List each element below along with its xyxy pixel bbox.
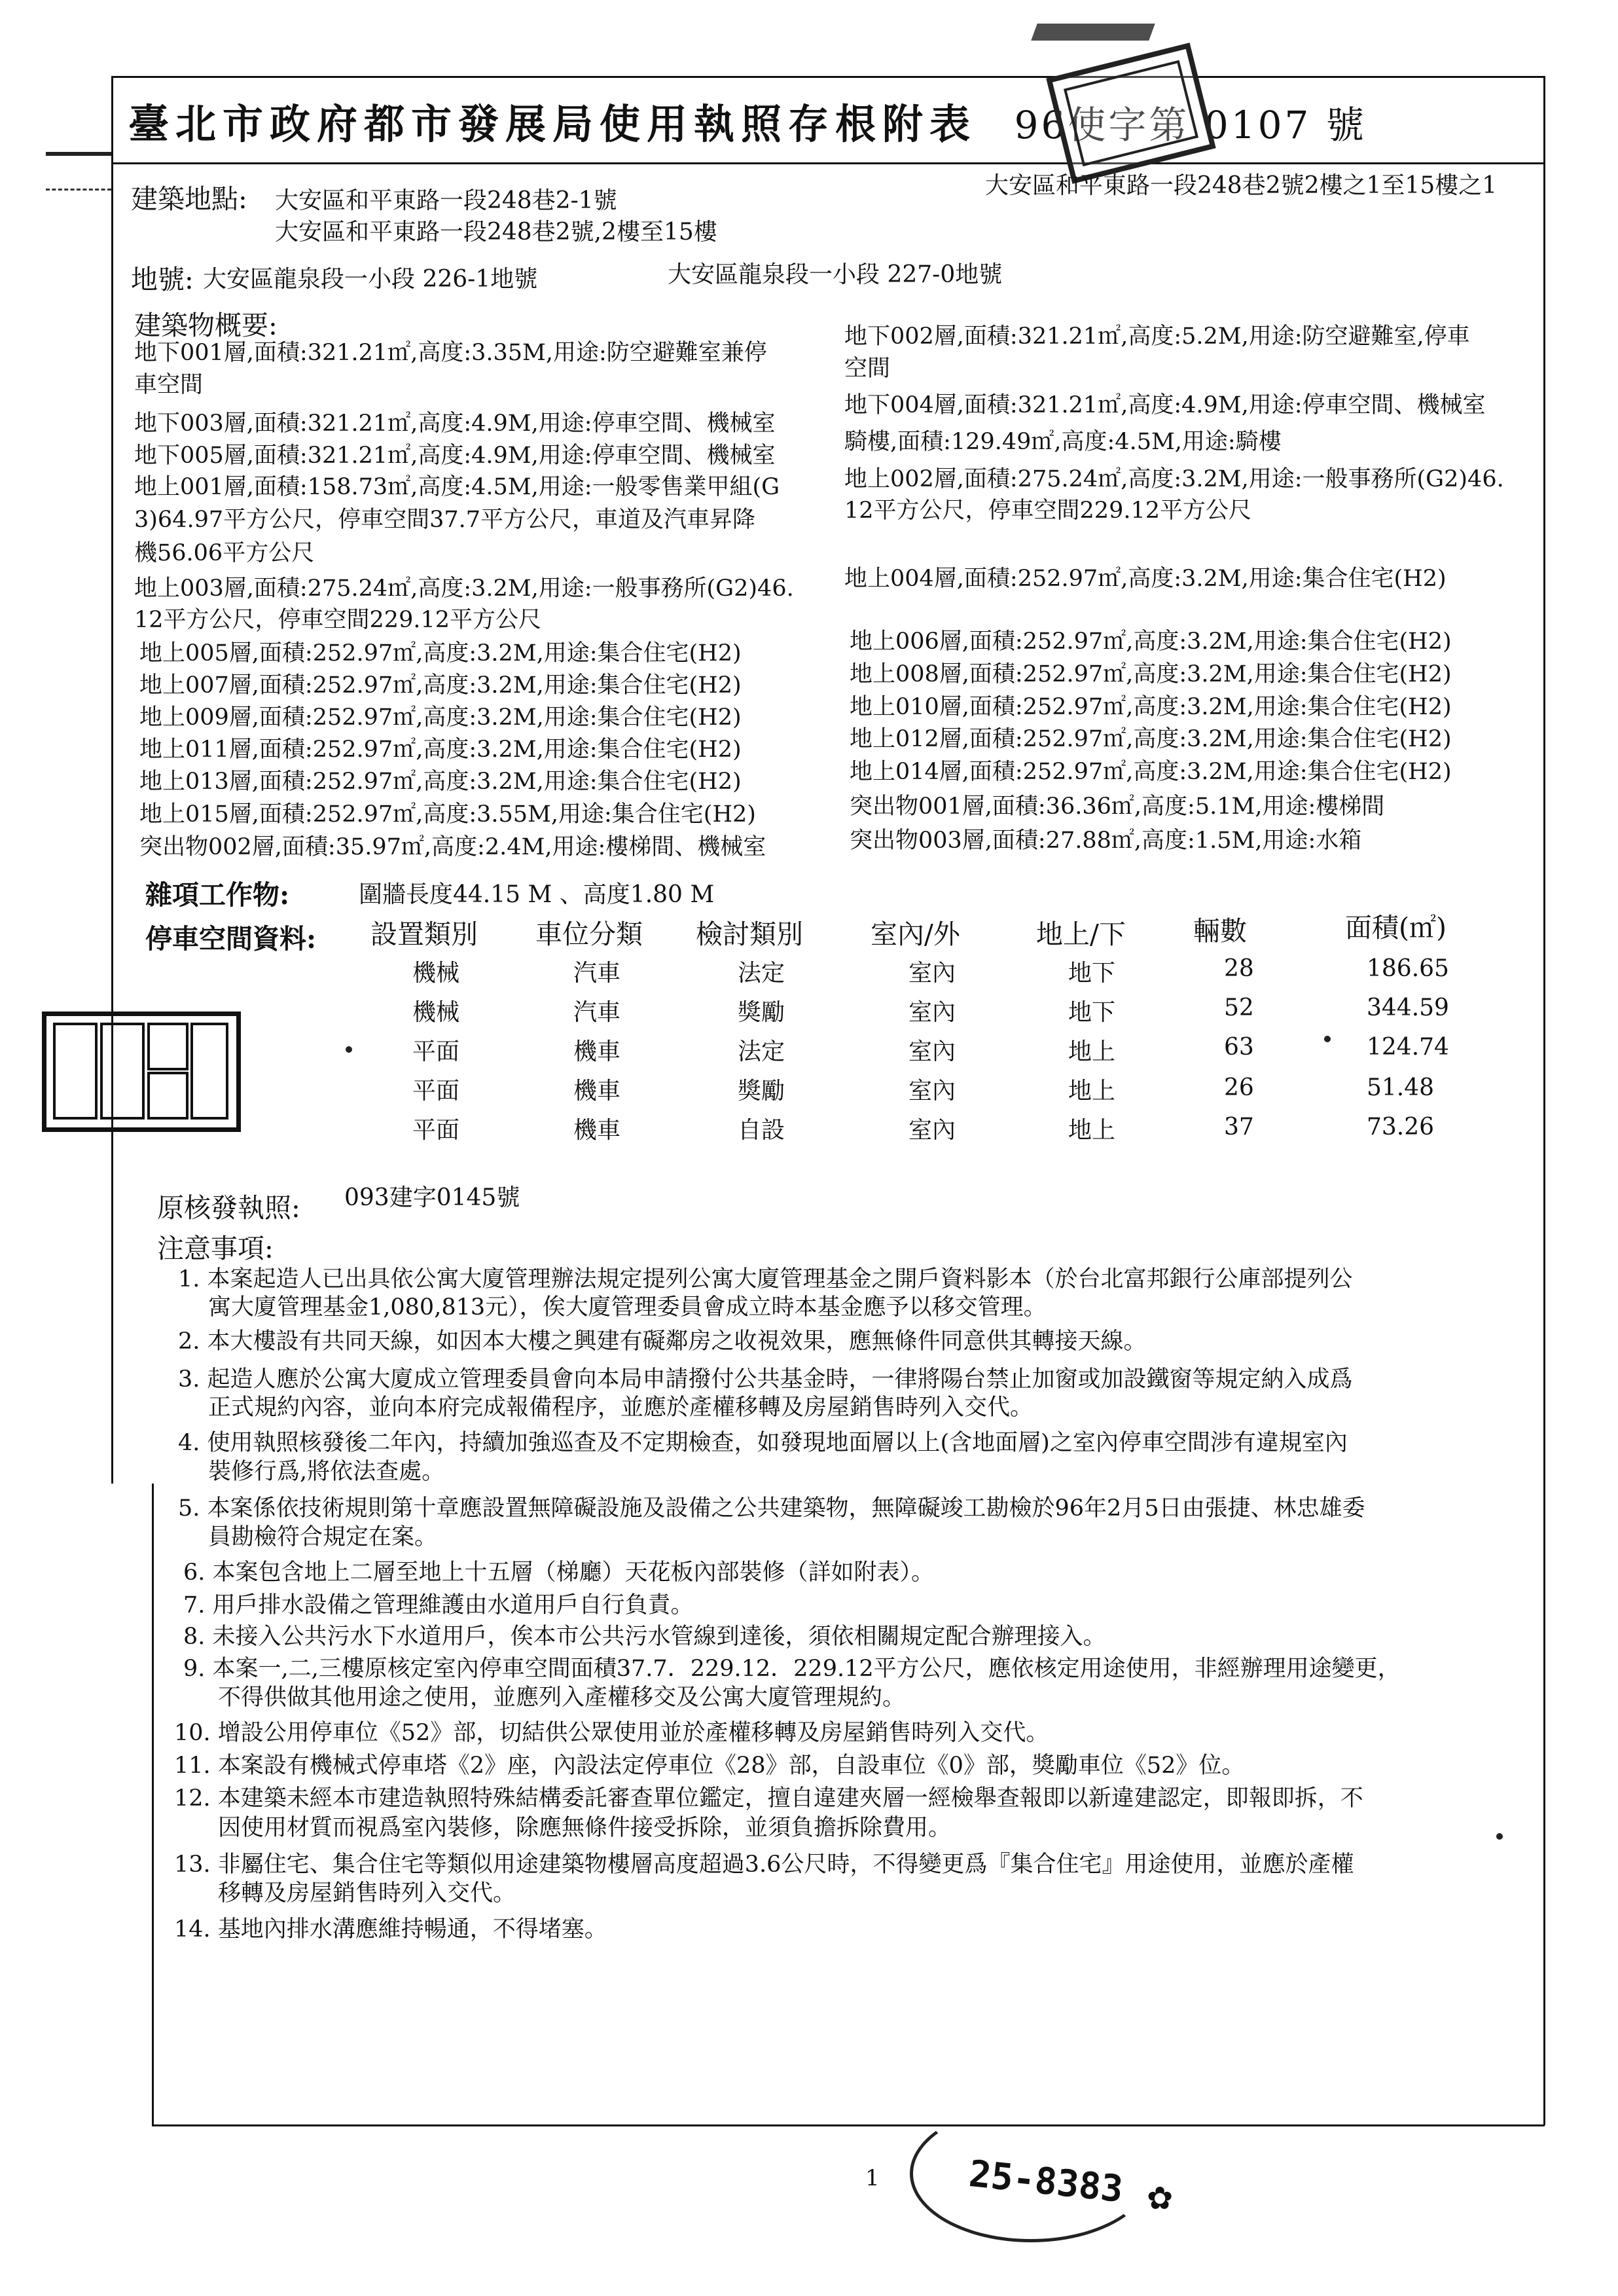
overview-right-line: 突出物003層,面積:27.88㎡,高度:1.5M,用途:水箱	[850, 828, 1362, 854]
square-seal-stamp	[42, 1011, 241, 1132]
overview-right-line: 地上002層,面積:275.24㎡,高度:3.2M,用途:一般事務所(G2)46.	[844, 466, 1504, 492]
cell-type: 機械	[412, 960, 460, 987]
parking-header-cell: 輛數	[1193, 915, 1247, 947]
overview-left-line: 地上013層,面積:252.97㎡,高度:3.2M,用途:集合住宅(H2)	[139, 769, 742, 795]
cell-level: 地下	[1068, 999, 1116, 1026]
overview-left-line: 地上001層,面積:158.73㎡,高度:4.5M,用途:一般零售業甲組(G	[134, 474, 780, 500]
address-line-2: 大安區和平東路一段248巷2號,2樓至15樓	[275, 219, 717, 246]
parking-header-cell: 車位分類	[535, 919, 643, 950]
cell-vehicle: 汽車	[573, 960, 621, 987]
overview-right-line: 12平方公尺，停車空間229.12平方公尺	[844, 498, 1252, 524]
cell-level: 地下	[1068, 960, 1116, 987]
license-number: 96使字第 0107 號	[1014, 103, 1367, 147]
note-line: 因使用材質而視爲室內裝修，除應無條件接受拆除，並須負擔拆除費用。	[218, 1815, 952, 1841]
original-license-value: 093建字0145號	[344, 1184, 520, 1211]
cell-review: 法定	[738, 1038, 785, 1065]
rosette-icon: ✿	[1147, 2180, 1174, 2217]
overview-left-line: 機56.06平方公尺	[134, 540, 315, 566]
cell-type: 平面	[412, 1117, 460, 1144]
note-line: 裝修行爲,將依法查處。	[208, 1459, 445, 1485]
original-license-label: 原核發執照:	[157, 1192, 300, 1224]
ink-dot	[346, 1046, 352, 1053]
overview-right-line: 地下002層,面積:321.21㎡,高度:5.2M,用途:防空避難室,停車	[844, 323, 1470, 350]
note-line: 7. 用戶排水設備之管理維護由水道用戶自行負責。	[183, 1592, 694, 1618]
parking-header-cell: 地上/下	[1036, 919, 1126, 950]
parking-header-cell: 面積(㎡)	[1345, 912, 1447, 943]
cell-area: 344.59	[1367, 994, 1449, 1021]
overview-left-line: 地下001層,面積:321.21㎡,高度:3.35M,用途:防空避難室兼停	[134, 340, 767, 366]
parking-header-cell: 檢討類別	[696, 919, 803, 950]
cell-type: 平面	[412, 1078, 460, 1104]
note-line: 不得供做其他用途之使用，並應列入產權移交及公寓大廈管理規約。	[218, 1685, 906, 1711]
cell-count: 26	[1224, 1074, 1254, 1101]
lot-right: 大安區龍泉段一小段 227-0地號	[668, 261, 1003, 288]
misc-value: 圍牆長度44.15 M 、高度1.80 M	[359, 881, 715, 908]
cell-indoor: 室內	[908, 960, 956, 987]
note-line: 移轉及房屋銷售時列入交代。	[218, 1880, 516, 1906]
lot-label: 地號:	[131, 264, 194, 295]
overview-left-line: 突出物002層,面積:35.97㎡,高度:2.4M,用途:樓梯間、機械室	[139, 834, 766, 860]
note-line: 12. 本建築未經本市建造執照特殊結構委託審查單位鑑定，擅自違建夾層一經檢舉查報即以新違建認定，即報即拆，不	[174, 1785, 1363, 1812]
overview-left-line: 地上011層,面積:252.97㎡,高度:3.2M,用途:集合住宅(H2)	[139, 737, 742, 763]
cell-level: 地上	[1068, 1117, 1116, 1144]
overview-label: 建築物概要:	[134, 310, 278, 341]
address-line-1: 大安區和平東路一段248巷2-1號	[275, 187, 617, 214]
misc-label: 雜項工作物:	[145, 879, 290, 911]
parking-label: 停車空間資料:	[145, 923, 317, 955]
frame-header-rule	[111, 162, 1545, 164]
overview-right-line: 地上010層,面積:252.97㎡,高度:3.2M,用途:集合住宅(H2)	[850, 694, 1452, 720]
note-line: 4. 使用執照核發後二年內，持續加強巡查及不定期檢查，如發現地面層以上(含地面層)之室內停車空間涉有違規室內	[178, 1430, 1348, 1456]
overview-right-line: 地下004層,面積:321.21㎡,高度:4.9M,用途:停車空間、機械室	[844, 392, 1486, 418]
cell-review: 獎勵	[738, 999, 785, 1026]
overview-left-line: 3)64.97平方公尺，停車空間37.7平方公尺，車道及汽車昇降	[134, 507, 756, 533]
ink-dot	[1324, 1036, 1331, 1042]
note-line: 1. 本案起造人已出具依公寓大廈管理辦法規定提列公寓大廈管理基金之開戶資料影本（於台北富邦銀行公庫部提列公	[178, 1266, 1353, 1292]
cell-type: 平面	[412, 1038, 460, 1065]
cell-vehicle: 機車	[573, 1078, 621, 1104]
note-line: 員勘檢符合規定在案。	[208, 1524, 438, 1550]
frame-top-rule	[111, 76, 1545, 78]
cell-count: 28	[1224, 955, 1254, 982]
cell-area: 73.26	[1367, 1114, 1435, 1140]
page-number: 1	[865, 2165, 880, 2191]
cell-area: 186.65	[1367, 955, 1449, 982]
note-line: 寓大廈管理基金1,080,813元），俟大廈管理委員會成立時本基金應予以移交管理。	[208, 1294, 1047, 1321]
ink-dot	[1496, 1833, 1503, 1840]
note-line: 2. 本大樓設有共同天線，如因本大樓之興建有礙鄰房之收視效果，應無條件同意供其轉接天線。	[178, 1328, 1147, 1355]
parking-header-cell: 設置類別	[370, 919, 478, 950]
cell-vehicle: 機車	[573, 1038, 621, 1065]
parking-header-cell: 室內/外	[871, 919, 960, 950]
note-line: 正式規約內容，並向本府完成報備程序，並應於產權移轉及房屋銷售時列入交代。	[208, 1394, 1034, 1421]
cell-indoor: 室內	[908, 1078, 956, 1104]
stamp-number: 25-8383	[967, 2152, 1125, 2212]
cell-review: 自設	[738, 1117, 785, 1144]
overview-right-line: 突出物001層,面積:36.36㎡,高度:5.1M,用途:樓梯間	[850, 793, 1385, 820]
frame-right-rule	[1543, 76, 1545, 2125]
overview-left-line: 地上009層,面積:252.97㎡,高度:3.2M,用途:集合住宅(H2)	[139, 704, 742, 731]
note-line: 9. 本案一,二,三樓原核定室內停車空間面積37.7．229.12．229.12平方公尺，應依核定用途使用，非經辦理用途變更，	[183, 1656, 1401, 1682]
cell-vehicle: 機車	[573, 1117, 621, 1144]
note-line: 13. 非屬住宅、集合住宅等類似用途建築物樓層高度超過3.6公尺時，不得變更爲『集合住宅』用途使用，並應於產權	[174, 1851, 1354, 1878]
note-line: 6. 本案包含地上二層至地上十五層（梯廳）天花板內部裝修（詳如附表）。	[183, 1559, 935, 1586]
overview-left-line: 車空間	[134, 372, 204, 398]
note-line: 10. 增設公用停車位《52》部，切結供公眾使用並於產權移轉及房屋銷售時列入交代。	[174, 1720, 1049, 1746]
cell-review: 獎勵	[738, 1078, 785, 1104]
frame-left-rule	[111, 76, 113, 1484]
overview-right-line: 地上012層,面積:252.97㎡,高度:3.2M,用途:集合住宅(H2)	[850, 726, 1452, 752]
address-right: 大安區和平東路一段248巷2號2樓之1至15樓之1	[985, 172, 1498, 199]
cell-count: 37	[1224, 1114, 1254, 1140]
overview-left-line: 地上015層,面積:252.97㎡,高度:3.55M,用途:集合住宅(H2)	[139, 801, 756, 828]
note-line: 5. 本案係依技術規則第十章應設置無障礙設施及設備之公共建築物，無障礙竣工勘檢於96年2月5日由張捷、林忠雄委	[178, 1495, 1365, 1522]
overview-right-line: 地上008層,面積:252.97㎡,高度:3.2M,用途:集合住宅(H2)	[850, 661, 1452, 687]
cell-level: 地上	[1068, 1078, 1116, 1104]
overview-left-line: 12平方公尺，停車空間229.12平方公尺	[134, 607, 542, 633]
frame-left-rule-lower	[152, 1484, 154, 2125]
overview-left-line: 地上007層,面積:252.97㎡,高度:3.2M,用途:集合住宅(H2)	[139, 672, 742, 699]
cell-area: 124.74	[1367, 1034, 1449, 1061]
frame-bottom-rule	[152, 2124, 1545, 2126]
overview-right-line: 地上006層,面積:252.97㎡,高度:3.2M,用途:集合住宅(H2)	[850, 629, 1452, 655]
cell-level: 地上	[1068, 1038, 1116, 1065]
cell-indoor: 室內	[908, 1117, 956, 1144]
lot-left: 大安區龍泉段一小段 226-1地號	[203, 266, 538, 293]
note-line: 8. 未接入公共污水下水道用戶，俟本市公共污水管線到達後，須依相關規定配合辦理接入。	[183, 1624, 1106, 1650]
address-label: 建築地點:	[131, 183, 247, 215]
cell-count: 63	[1224, 1034, 1254, 1061]
notes-label: 注意事項:	[157, 1233, 274, 1264]
cell-indoor: 室內	[908, 1038, 956, 1065]
cell-count: 52	[1224, 994, 1254, 1021]
cell-type: 機械	[412, 999, 460, 1026]
overview-left-line: 地下005層,面積:321.21㎡,高度:4.9M,用途:停車空間、機械室	[134, 443, 776, 469]
punch-hole-mark	[46, 152, 111, 191]
cell-area: 51.48	[1367, 1074, 1435, 1101]
overview-left-line: 地下003層,面積:321.21㎡,高度:4.9M,用途:停車空間、機械室	[134, 410, 776, 437]
overview-right-line: 地上004層,面積:252.97㎡,高度:3.2M,用途:集合住宅(H2)	[844, 566, 1447, 592]
overview-right-line: 騎樓,面積:129.49㎡,高度:4.5M,用途:騎樓	[844, 429, 1282, 455]
cell-vehicle: 汽車	[573, 999, 621, 1026]
note-line: 3. 起造人應於公寓大廈成立管理委員會向本局申請撥付公共基金時，一律將陽台禁止加窗或加設鐵窗等規定納入成爲	[178, 1366, 1353, 1393]
scan-mark	[1031, 24, 1155, 41]
overview-left-line: 地上005層,面積:252.97㎡,高度:3.2M,用途:集合住宅(H2)	[139, 640, 742, 666]
title-text: 臺北市政府都市發展局使用執照存根附表	[128, 100, 977, 148]
overview-right-line: 地上014層,面積:252.97㎡,高度:3.2M,用途:集合住宅(H2)	[850, 759, 1452, 785]
cell-indoor: 室內	[908, 999, 956, 1026]
note-line: 11. 本案設有機械式停車塔《2》座，內設法定停車位《28》部，自設車位《0》部，獎勵車位《52》位。	[174, 1753, 1245, 1779]
overview-right-line: 空間	[844, 355, 891, 382]
note-line: 14. 基地內排水溝應維持暢通，不得堵塞。	[174, 1916, 607, 1942]
overview-left-line: 地上003層,面積:275.24㎡,高度:3.2M,用途:一般事務所(G2)46.	[134, 575, 794, 602]
cell-review: 法定	[738, 960, 785, 987]
